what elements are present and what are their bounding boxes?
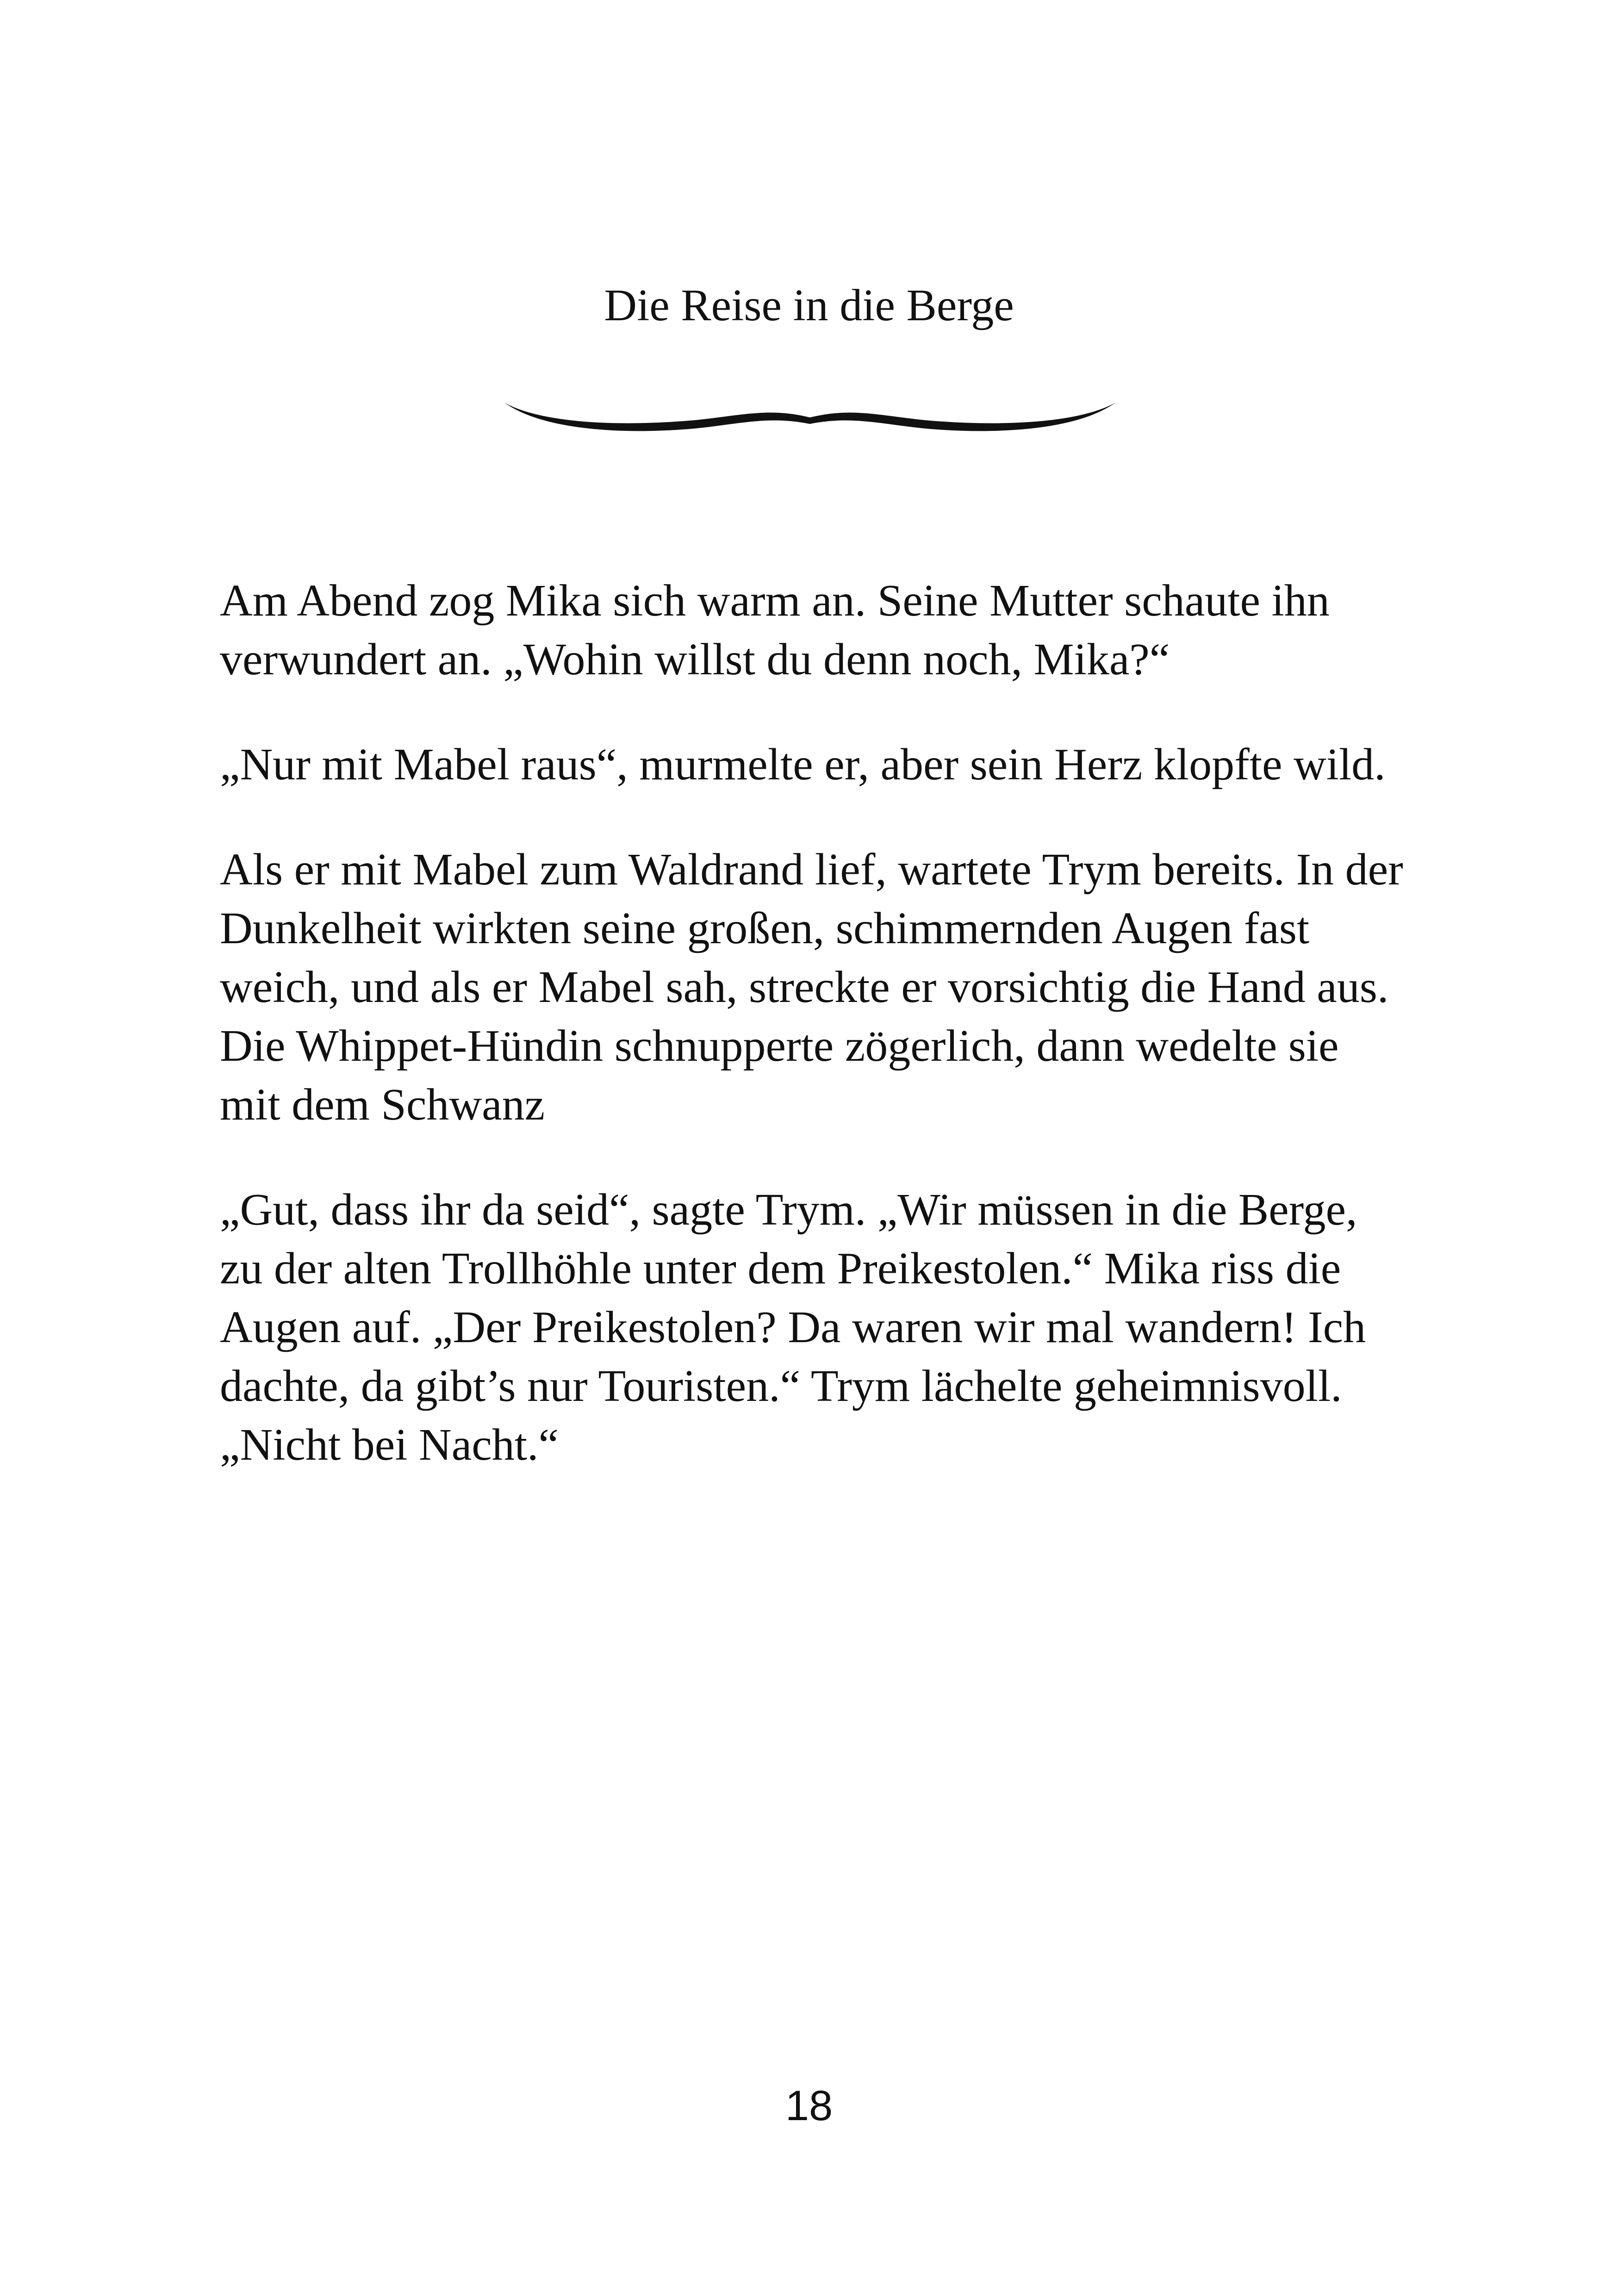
paragraph: „Gut, dass ihr da seid“, sagte Trym. „Wir müssen in die Berge, zu der alten Trollhöhle unter dem Preikestolen.“ Mika riss die Augen auf. „Der Preikestolen? Da waren wir mal wandern! Ich dachte, da gibt’s nur Touristen.“ Trym lächelte geheimnisvoll. „Nicht bei Nacht.“ <box>220 1185 1366 1470</box>
story-body <box>220 572 1405 1521</box>
curly-brace-divider-icon <box>500 389 1120 435</box>
paragraph: Als er mit Mabel zum Waldrand lief, wartete Trym bereits. In der Dunkelheit wirkten seine großen, schimmernden Augen fast weich, und als er Mabel sah, streckte er vorsichtig die Hand aus. Die Whippet-Hündin schnupperte zögerlich, dann wedelte sie mit dem Schwanz <box>220 845 1403 1130</box>
page-number: 18 <box>785 2082 833 2129</box>
paragraph: Am Abend zog Mika sich warm an. Seine Mutter schaute ihn verwundert an. „Wohin willst du denn noch, Mika?“ <box>220 576 1330 684</box>
paragraph: „Nur mit Mabel raus“, murmelte er, aber sein Herz klopfte wild. <box>220 740 1386 790</box>
chapter-title: Die Reise in die Berge <box>604 280 1014 330</box>
